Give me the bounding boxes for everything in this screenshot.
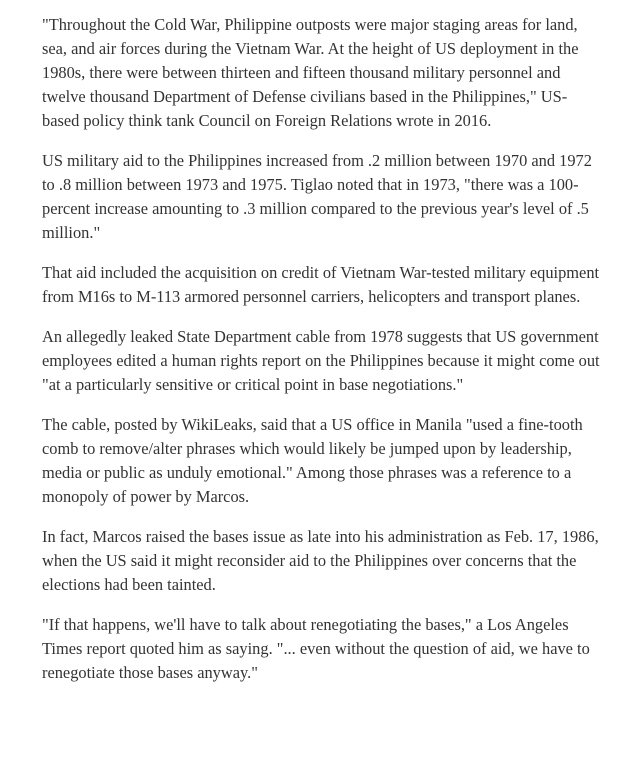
article-body bbox=[42, 13, 602, 701]
paragraph-marcos-quote: "If that happens, we'll have to talk about renegotiating the bases," a Los Angeles Times report quoted him as saying. "... even without the question of aid, we have to renegotiate those bases anyway." bbox=[42, 615, 590, 682]
paragraph-bases-issue: In fact, Marcos raised the bases issue as late into his administration as Feb. 17, 1986, when the US said it might reconsider aid to the Philippines over concerns that the elections had been tainted. bbox=[42, 527, 599, 594]
paragraph-cold-war-quote: "Throughout the Cold War, Philippine outposts were major staging areas for land, sea, and air forces during the Vietnam War. At the height of US deployment in the 1980s, there were between thirteen and fifteen thousand military personnel and twelve thousand Department of Defense civilians based in the Philippines," US-based policy think tank Council on Foreign Relations wrote in 2016. bbox=[42, 15, 579, 130]
paragraph-wikileaks: The cable, posted by WikiLeaks, said that a US office in Manila "used a fine-tooth comb to remove/alter phrases which would likely be jumped upon by leadership, media or public as unduly emotional." Among those phrases was a reference to a monopoly of power by Marcos. bbox=[42, 415, 583, 506]
paragraph-military-aid: US military aid to the Philippines increased from .2 million between 1970 and 1972 to .8 million between 1973 and 1975. Tiglao noted that in 1973, "there was a 100-percent increase amounting to .3 million compared to the previous year's level of .5 million." bbox=[42, 151, 592, 242]
paragraph-leaked-cable: An allegedly leaked State Department cable from 1978 suggests that US government employees edited a human rights report on the Philippines because it might come out "at a particularly sensitive or critical point in base negotiations." bbox=[42, 327, 600, 394]
paragraph-equipment: That aid included the acquisition on credit of Vietnam War-tested military equipment from M16s to M-113 armored personnel carriers, helicopters and transport planes. bbox=[42, 263, 600, 306]
